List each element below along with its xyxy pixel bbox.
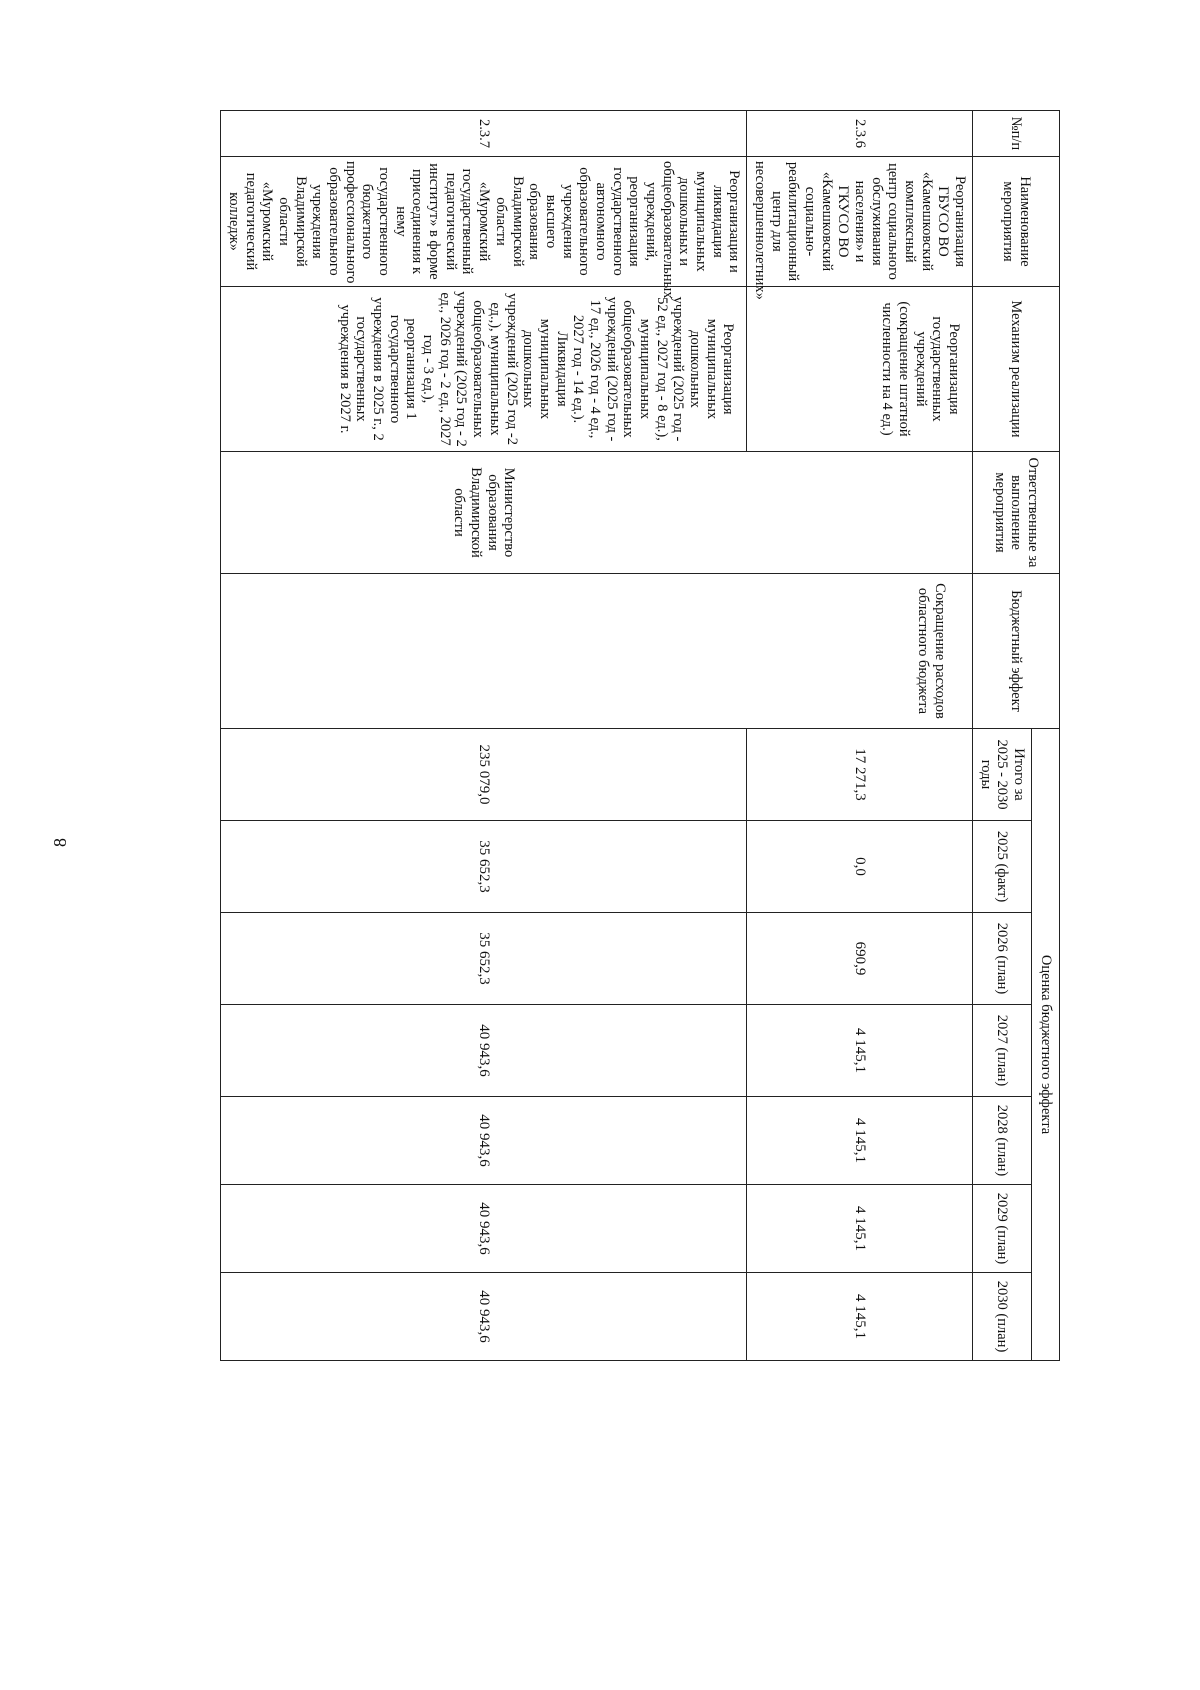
value-2029: 4 145,1 — [747, 1185, 973, 1273]
value-2026: 690,9 — [747, 913, 973, 1005]
value-2025: 0,0 — [747, 821, 973, 913]
row-name: Реорганизация и ликвидация муниципальных дошкольных и общеобразовательных учреждений, реорганизация государственного автономного образовательного учреждения высшего образования Владимирской области «Муромский государственный педагогический институт» в форме присоединения к нему государственного бюджетного профессионального образовательного учреждения Владимирской области «Муромский педагогический колледж» — [221, 157, 747, 287]
header-year-2026: 2026 (план) — [972, 913, 1031, 1005]
table-row — [221, 111, 747, 1361]
header-year-2029: 2029 (план) — [972, 1185, 1031, 1273]
header-num: №п/п — [972, 111, 1059, 157]
value-2030: 4 145,1 — [747, 1273, 973, 1361]
header-year-2028: 2028 (план) — [972, 1097, 1031, 1185]
header-year-2027: 2027 (план) — [972, 1005, 1031, 1097]
row-mechanism: Реорганизация государственных учреждений (сокращение штатной численности на 4 ед.) — [747, 287, 973, 452]
value-total: 17 271,3 — [747, 729, 973, 821]
value-2026: 35 652,3 — [221, 913, 747, 1005]
page-number: 8 — [50, 838, 70, 847]
value-2025: 35 652,3 — [221, 821, 747, 913]
value-total: 235 079,0 — [221, 729, 747, 821]
shared-effect: Сокращение расходов областного бюджета — [221, 574, 973, 729]
row-responsible — [747, 452, 973, 574]
value-2027: 4 145,1 — [747, 1005, 973, 1097]
header-effect: Бюджетный эффект — [972, 574, 1059, 729]
rotated-table-container — [180, 110, 1060, 1353]
value-2027: 40 943,6 — [221, 1005, 747, 1097]
header-year-2030: 2030 (план) — [972, 1273, 1031, 1361]
header-row-1 — [1032, 111, 1060, 1361]
value-2029: 40 943,6 — [221, 1185, 747, 1273]
table-row — [747, 111, 973, 1361]
header-year-2025: 2025 (факт) — [972, 821, 1031, 913]
header-responsible: Ответственные за выполнение мероприятия — [972, 452, 1059, 574]
header-year-total: Итого за 2025 - 2030 годы — [972, 729, 1031, 821]
value-2030: 40 943,6 — [221, 1273, 747, 1361]
header-mechanism: Механизм реализации — [972, 287, 1059, 452]
row-responsible: Министерство образования Владимирской области — [221, 452, 747, 574]
row-num: 2.3.6 — [747, 111, 973, 157]
row-num: 2.3.7 — [221, 111, 747, 157]
row-mechanism: Реорганизация муниципальных дошкольных учреждений (2025 год - 52 ед., 2027 год - 8 ед.), муниципальных общеобразовательных учреждений (2025 год - 17 ед., 2026 год - 4 ед., 2027 год - 14 ед.). Ликвидация муниципальных дошкольных учреждений (2025 год -2 ед.,), муниципальных общеобразовательных учреждений (2025 год - 2 ед., 2026 год - 2 ед., 2027 год - 3 ед.), реорганизация 1 государственного учреждения в 2025 г., 2 государственных учреждения в 2027 г. — [221, 287, 747, 452]
row-name: Реорганизация ГБУСО ВО «Камешковский комплексный центр социального обслуживания населения» и ГКУСО ВО «Камешковский социально-реабилитационный центр для несовершеннолетних» — [747, 157, 973, 287]
header-name: Наименование мероприятия — [972, 157, 1059, 287]
budget-effect-table — [220, 110, 1060, 1361]
header-assessment: Оценка бюджетного эффекта — [1032, 729, 1060, 1361]
value-2028: 4 145,1 — [747, 1097, 973, 1185]
value-2028: 40 943,6 — [221, 1097, 747, 1185]
